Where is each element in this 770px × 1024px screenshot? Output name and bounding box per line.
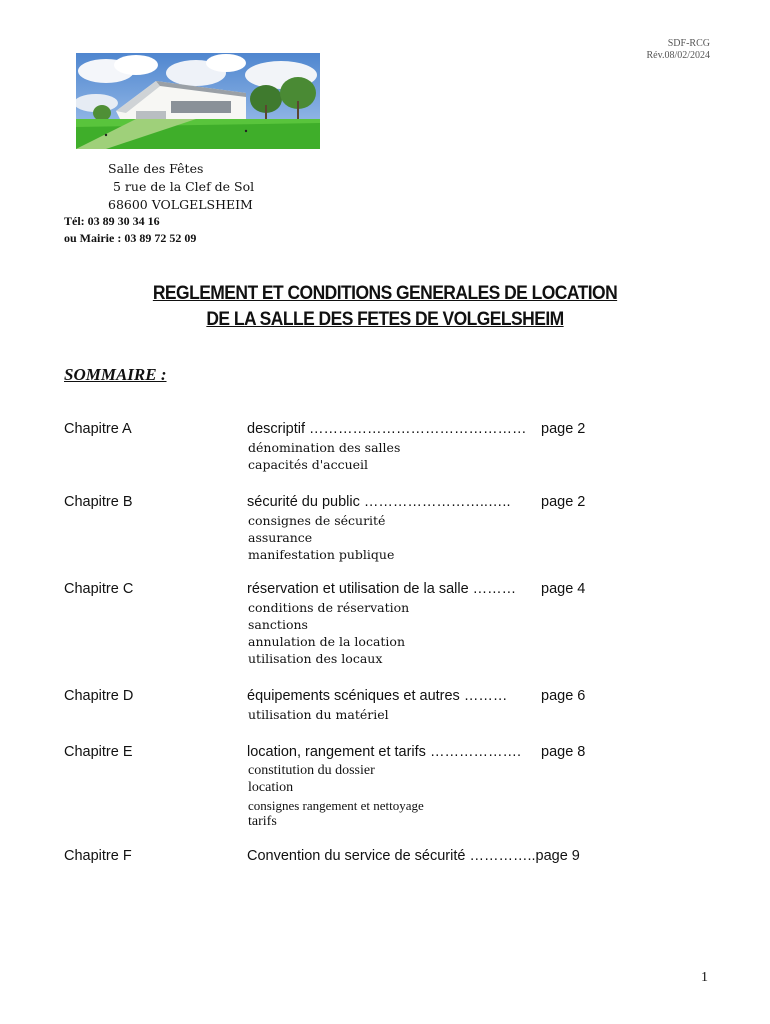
chapter-item: capacités d'accueil xyxy=(248,457,369,472)
sommaire-heading: SOMMAIRE : xyxy=(64,365,167,384)
chapter-item: consignes rangement et nettoyage xyxy=(248,798,424,813)
venue-city: 68600 VOLGELSHEIM xyxy=(108,197,253,212)
venue-street: 5 rue de la Clef de Sol xyxy=(113,179,255,194)
chapter-label: Chapitre D xyxy=(64,688,134,704)
chapter-heading: Convention du service de sécurité …………..page 9 xyxy=(247,848,580,864)
document-reference xyxy=(646,38,710,62)
chapter-heading: équipements scéniques et autres ……… xyxy=(247,688,508,704)
chapter-item: annulation de la location xyxy=(248,634,405,649)
chapter-page: page 8 xyxy=(541,744,586,760)
chapter-heading: location, rangement et tarifs ………………. xyxy=(247,744,521,760)
page-number: 1 xyxy=(701,970,708,985)
chapter-label: Chapitre F xyxy=(64,848,132,864)
chapter-heading: descriptif ……………………………………… xyxy=(247,421,527,437)
building-illustration xyxy=(76,53,320,149)
chapter-item: tarifs xyxy=(248,814,277,829)
chapter-item: constitution du dossier xyxy=(248,763,375,778)
chapter-page: page 2 xyxy=(541,421,586,437)
chapter-heading: réservation et utilisation de la salle ……… xyxy=(247,581,517,597)
chapter-item: dénomination des salles xyxy=(248,440,401,455)
chapter-label: Chapitre A xyxy=(64,421,132,437)
chapter-item: consignes de sécurité xyxy=(248,513,386,528)
chapter-page: page 4 xyxy=(541,581,586,597)
chapter-item: assurance xyxy=(248,530,313,545)
chapter-item: sanctions xyxy=(248,617,308,632)
chapter-label: Chapitre E xyxy=(64,744,133,760)
venue-name: Salle des Fêtes xyxy=(108,161,204,176)
chapter-page: page 6 xyxy=(541,688,586,704)
chapter-item: conditions de réservation xyxy=(248,600,410,615)
chapter-item: utilisation des locaux xyxy=(248,651,383,666)
chapter-page: page 2 xyxy=(541,494,586,510)
document-title-line-1: REGLEMENT ET CONDITIONS GENERALES DE LOCATION xyxy=(152,283,618,304)
chapter-item: manifestation publique xyxy=(248,547,395,562)
chapter-item: location xyxy=(248,780,294,795)
venue-phone: Tél: 03 89 30 34 16 xyxy=(64,214,160,228)
chapter-label: Chapitre C xyxy=(64,581,134,597)
chapter-label: Chapitre B xyxy=(64,494,133,510)
chapter-heading: sécurité du public ……………………..….. xyxy=(247,494,511,510)
mairie-phone: ou Mairie : 03 89 72 52 09 xyxy=(64,231,197,245)
revision-date: Rév.08/02/2024 xyxy=(646,50,710,61)
ref-code: SDF-RCG xyxy=(667,38,710,49)
document-title-line-2: DE LA SALLE DES FETES DE VOLGELSHEIM xyxy=(206,309,564,330)
chapter-item: utilisation du matériel xyxy=(248,707,389,722)
